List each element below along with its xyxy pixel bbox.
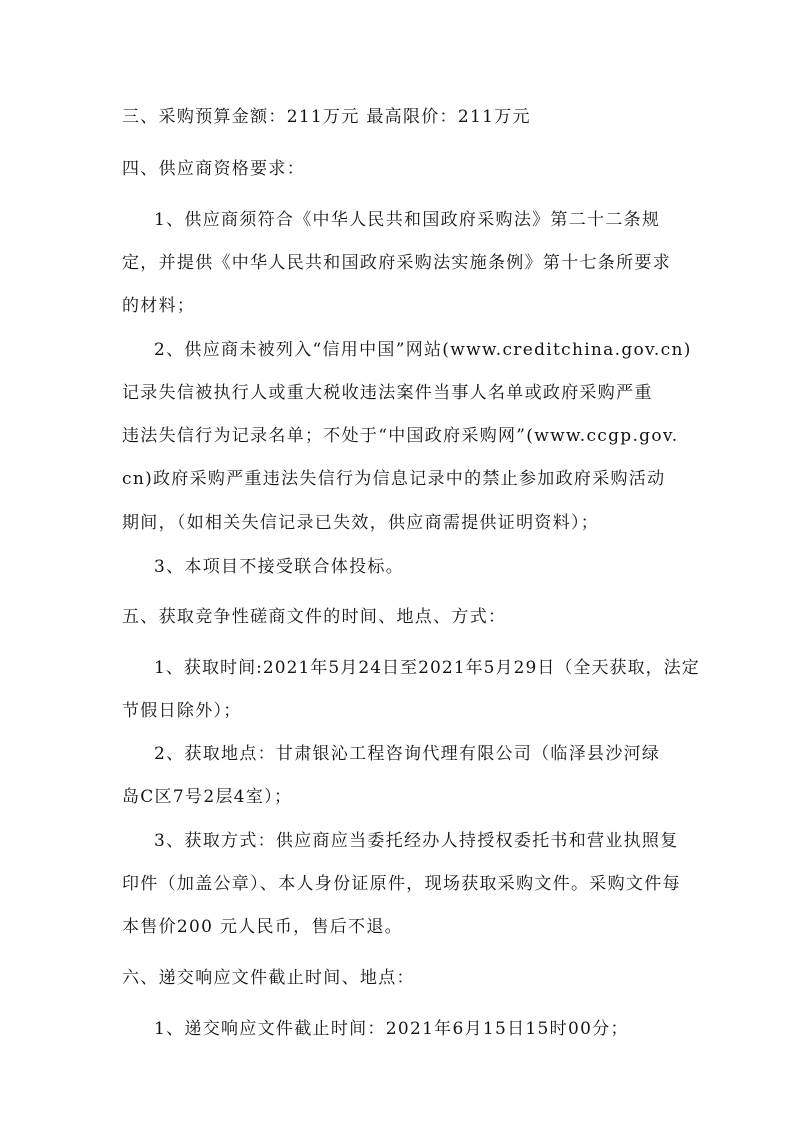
obtain-method-line-1: 3、获取方式：供应商应当委托经办人持授权委托书和营业执照复: [154, 831, 679, 851]
requirement-3-line: 3、本项目不接受联合体投标。: [154, 557, 405, 577]
section-four-heading: 四、供应商资格要求：: [122, 159, 305, 179]
budget-line: 三、采购预算金额：211万元 最高限价：211万元: [122, 107, 531, 127]
obtain-place-line-1: 2、获取地点：甘肃银沁工程咨询代理有限公司（临泽县沙河绿: [154, 744, 661, 764]
requirement-2-line-4: cn)政府采购严重违法失信行为信息记录中的禁止参加政府采购活动: [122, 469, 666, 489]
requirement-2-line-5: 期间，（如相关失信记录已失效，供应商需提供证明资料）；: [122, 513, 600, 533]
section-five-heading: 五、获取竞争性磋商文件的时间、地点、方式：: [122, 607, 507, 627]
requirement-1-line-1: 1、供应商须符合《中华人民共和国政府采购法》第二十二条规: [154, 210, 661, 230]
requirement-2-line-2: 记录失信被执行人或重大税收违法案件当事人名单或政府采购严重: [122, 383, 653, 403]
requirement-2-line-1: 2、供应商未被列入“信用中国”网站(www.creditchina.gov.cn): [154, 340, 692, 360]
requirement-1-line-3: 的材料；: [122, 296, 196, 316]
obtain-place-line-2: 岛C区7号2层4室）；: [122, 787, 293, 807]
obtain-time-line-2: 节假日除外）；: [122, 701, 242, 721]
obtain-method-line-3: 本售价200 元人民币，售后不退。: [122, 917, 403, 937]
requirement-1-line-2: 定，并提供《中华人民共和国政府采购法实施条例》第十七条所要求: [122, 253, 671, 273]
requirement-2-line-3: 违法失信行为记录名单；不处于“中国政府采购网”(www.ccgp.gov.: [122, 426, 679, 446]
obtain-method-line-2: 印件（加盖公章）、本人身份证原件，现场获取采购文件。采购文件每: [122, 874, 681, 894]
submission-deadline-line: 1、递交响应文件截止时间：2021年6月15日15时00分；: [154, 1019, 629, 1039]
section-six-heading: 六、递交响应文件截止时间、地点：: [122, 968, 415, 988]
obtain-time-line-1: 1、获取时间:2021年5月24日至2021年5月29日（全天获取，法定: [154, 658, 700, 678]
